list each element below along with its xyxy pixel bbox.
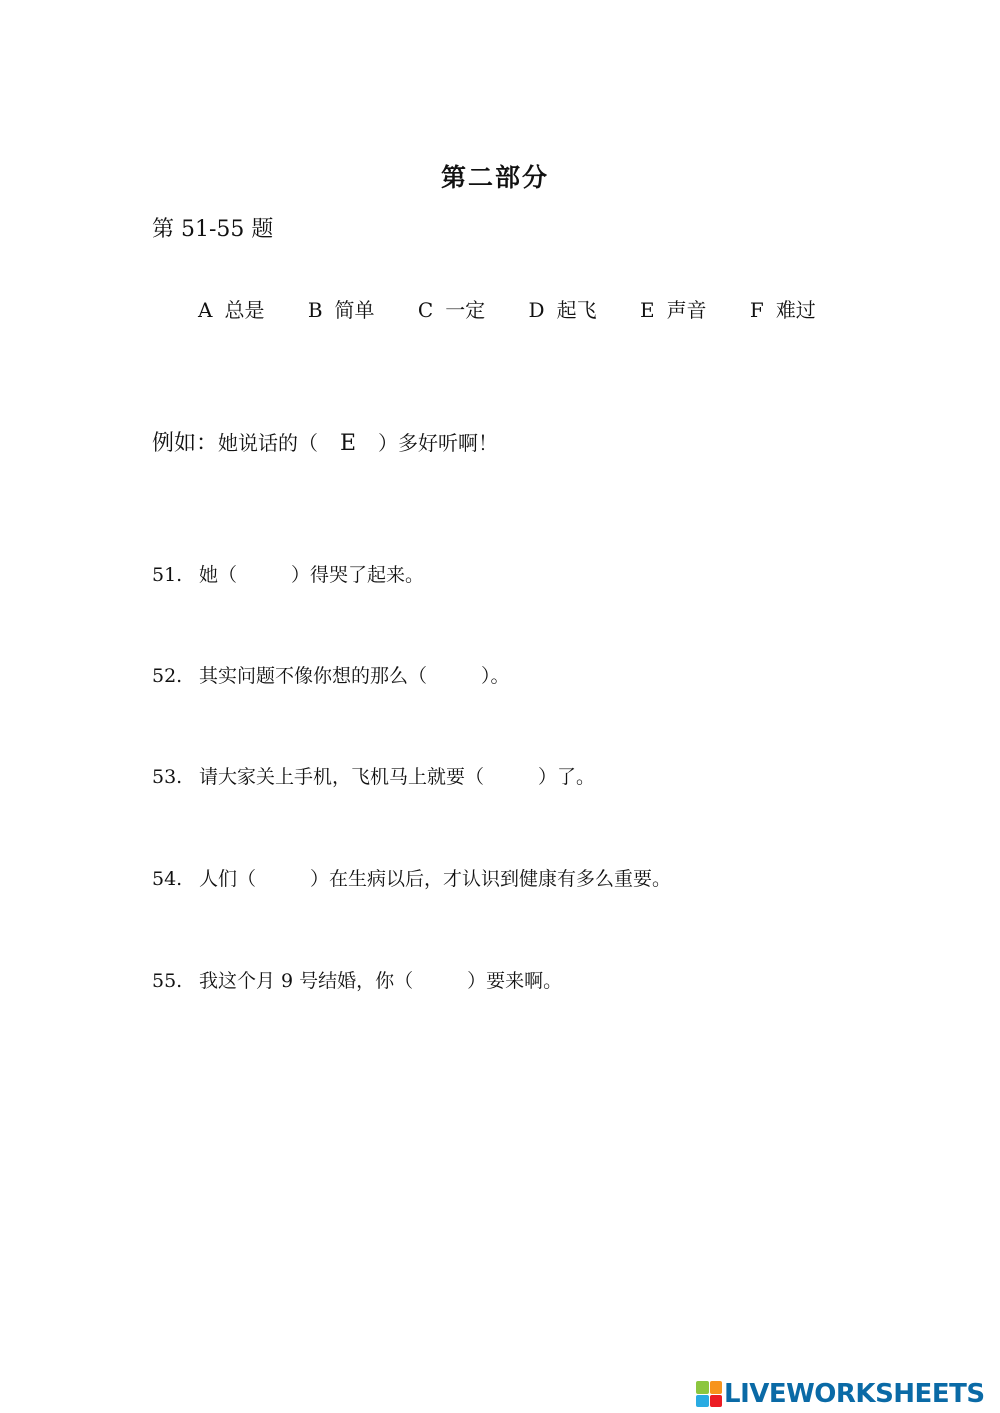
logo-square bbox=[696, 1381, 709, 1394]
logo-text: LIVEWORKSHEETS bbox=[724, 1379, 985, 1409]
option-word: 总是 bbox=[224, 298, 265, 322]
question-text-before: 其实问题不像你想的那么（ bbox=[199, 665, 428, 687]
question-text-before: 我这个月 9 号结婚，你（ bbox=[199, 970, 414, 992]
example-answer: E bbox=[339, 431, 357, 456]
option-word: 起飞 bbox=[556, 298, 597, 322]
question-number: 55. bbox=[152, 970, 183, 992]
question-53 bbox=[152, 762, 595, 789]
question-text-after: ）在生病以后，才认识到健康有多么重要。 bbox=[310, 868, 672, 890]
question-54 bbox=[152, 864, 671, 891]
question-text-after: ）要来啊。 bbox=[467, 970, 563, 992]
word-bank bbox=[198, 294, 853, 323]
option-e bbox=[640, 294, 707, 323]
option-b bbox=[308, 294, 375, 323]
question-text-before: 她（ bbox=[199, 564, 238, 586]
logo-square bbox=[710, 1395, 723, 1408]
question-range: 第 51-55 题 bbox=[152, 217, 274, 242]
option-letter: E bbox=[639, 298, 655, 322]
option-letter: C bbox=[417, 298, 434, 322]
option-c bbox=[418, 294, 485, 323]
option-word: 声音 bbox=[666, 298, 707, 322]
example-before: 她说话的（ bbox=[218, 431, 319, 455]
question-text-before: 请大家关上手机，飞机马上就要（ bbox=[199, 766, 485, 788]
example-sentence bbox=[152, 426, 498, 457]
question-number: 53. bbox=[152, 766, 183, 788]
option-word: 简单 bbox=[334, 298, 375, 322]
logo-square bbox=[710, 1381, 723, 1394]
question-55 bbox=[152, 966, 562, 993]
answer-blank[interactable] bbox=[237, 580, 291, 581]
logo-square bbox=[696, 1395, 709, 1408]
question-text-before: 人们（ bbox=[199, 868, 257, 890]
example-label: 例如： bbox=[152, 431, 219, 456]
question-number: 54. bbox=[152, 868, 183, 890]
page-title: 第二部分 bbox=[440, 163, 549, 192]
option-word: 难过 bbox=[775, 298, 816, 322]
option-f bbox=[750, 294, 816, 323]
option-letter: B bbox=[307, 298, 323, 322]
example-after: ）多好听啊！ bbox=[378, 431, 499, 455]
question-text-after: ）得哭了起来。 bbox=[291, 564, 425, 586]
question-51 bbox=[152, 560, 424, 587]
question-text-after: ）了。 bbox=[538, 766, 596, 788]
logo-mark-icon bbox=[696, 1381, 722, 1407]
option-letter: D bbox=[528, 298, 545, 322]
question-number: 52. bbox=[152, 665, 183, 687]
option-word: 一定 bbox=[445, 298, 486, 322]
liveworksheets-logo bbox=[696, 1377, 996, 1411]
option-a bbox=[198, 294, 264, 323]
option-letter: F bbox=[749, 298, 764, 322]
question-52 bbox=[152, 661, 510, 688]
option-d bbox=[529, 294, 597, 323]
option-letter: A bbox=[198, 298, 213, 322]
question-number: 51. bbox=[152, 564, 183, 586]
question-text-after: ）。 bbox=[481, 665, 510, 687]
